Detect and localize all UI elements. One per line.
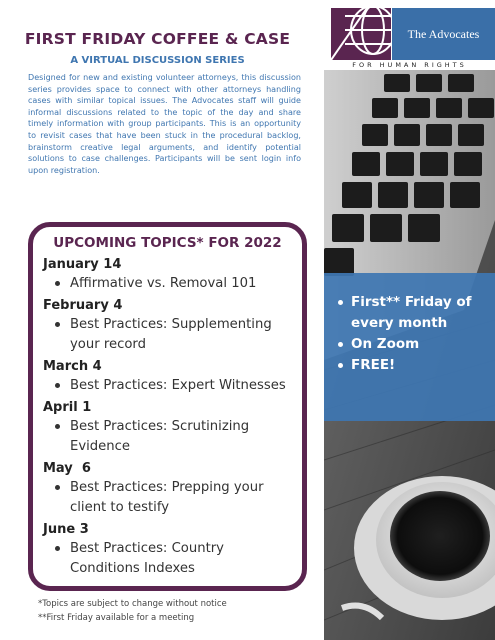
logo [324,0,495,70]
logo-name: The Advocates [392,8,495,60]
session-topic [46,539,292,579]
session-date: January 14 [43,257,122,272]
session-topic-text: Best Practices: Supplementing your record [70,317,272,352]
session-topic [46,376,292,396]
page-title: FIRST FRIDAY COFFEE & CASE [24,30,291,48]
session-topic [46,274,292,294]
session-date: June 3 [43,522,89,537]
intro-paragraph: Designed for new and existing volunteer attorneys, this discussion series provides space to connect with other attorneys handling cases with similar topical issues. The Advocates staff will guide informal discussions related to the topic of the day and share timely information with group participants. This is an opportunity to revisit cases that have been stuck in the procedural backlog, brainstorm creative legal arguments, and identify potential solutions to case challenges. Participants will be sent login info upon registration. [28,73,301,175]
session-topic [46,478,292,518]
bullet-icon [55,424,60,429]
highlight-text: FREE! [351,357,396,373]
upcoming-topics-box [28,222,307,591]
bullet-icon [55,546,60,551]
footnote-friday: **First Friday available for a meeting [38,613,195,623]
bullet-icon [55,485,60,490]
logo-tagline: FOR HUMAN RIGHTS [352,61,467,69]
highlight-text: On Zoom [351,336,420,352]
session-date: May 6 [43,461,91,476]
highlights-panel [324,273,495,421]
session-date: March 4 [43,359,102,374]
session-topic-text: Best Practices: Country Conditions Indexes [70,541,224,576]
bullet-icon [55,383,60,388]
session-topic [46,417,292,457]
footnote-topics: *Topics are subject to change without notice [38,599,227,609]
globe-grid-icon [331,8,391,60]
session-date: February 4 [43,298,123,313]
bullet-icon [338,363,343,368]
session-topic-text: Best Practices: Scrutinizing Evidence [70,419,250,454]
session-date: April 1 [43,400,92,415]
session-topic-text: Best Practices: Prepping your client to testify [70,480,264,515]
bullet-icon [55,322,60,327]
highlight-item [336,355,489,376]
page-subtitle: A VIRTUAL DISCUSSION SERIES [70,55,245,66]
session-topic-text: Affirmative vs. Removal 101 [70,276,257,291]
highlight-text: First** Friday of every month [351,294,472,331]
bullet-icon [338,342,343,347]
right-column [324,0,495,640]
session-topic-text: Best Practices: Expert Witnesses [70,378,286,393]
highlight-item [336,334,489,355]
highlight-item [336,292,489,334]
bullet-icon [55,281,60,286]
topics-heading: UPCOMING TOPICS* FOR 2022 [53,235,282,251]
session-topic [46,315,292,355]
bullet-icon [338,300,343,305]
